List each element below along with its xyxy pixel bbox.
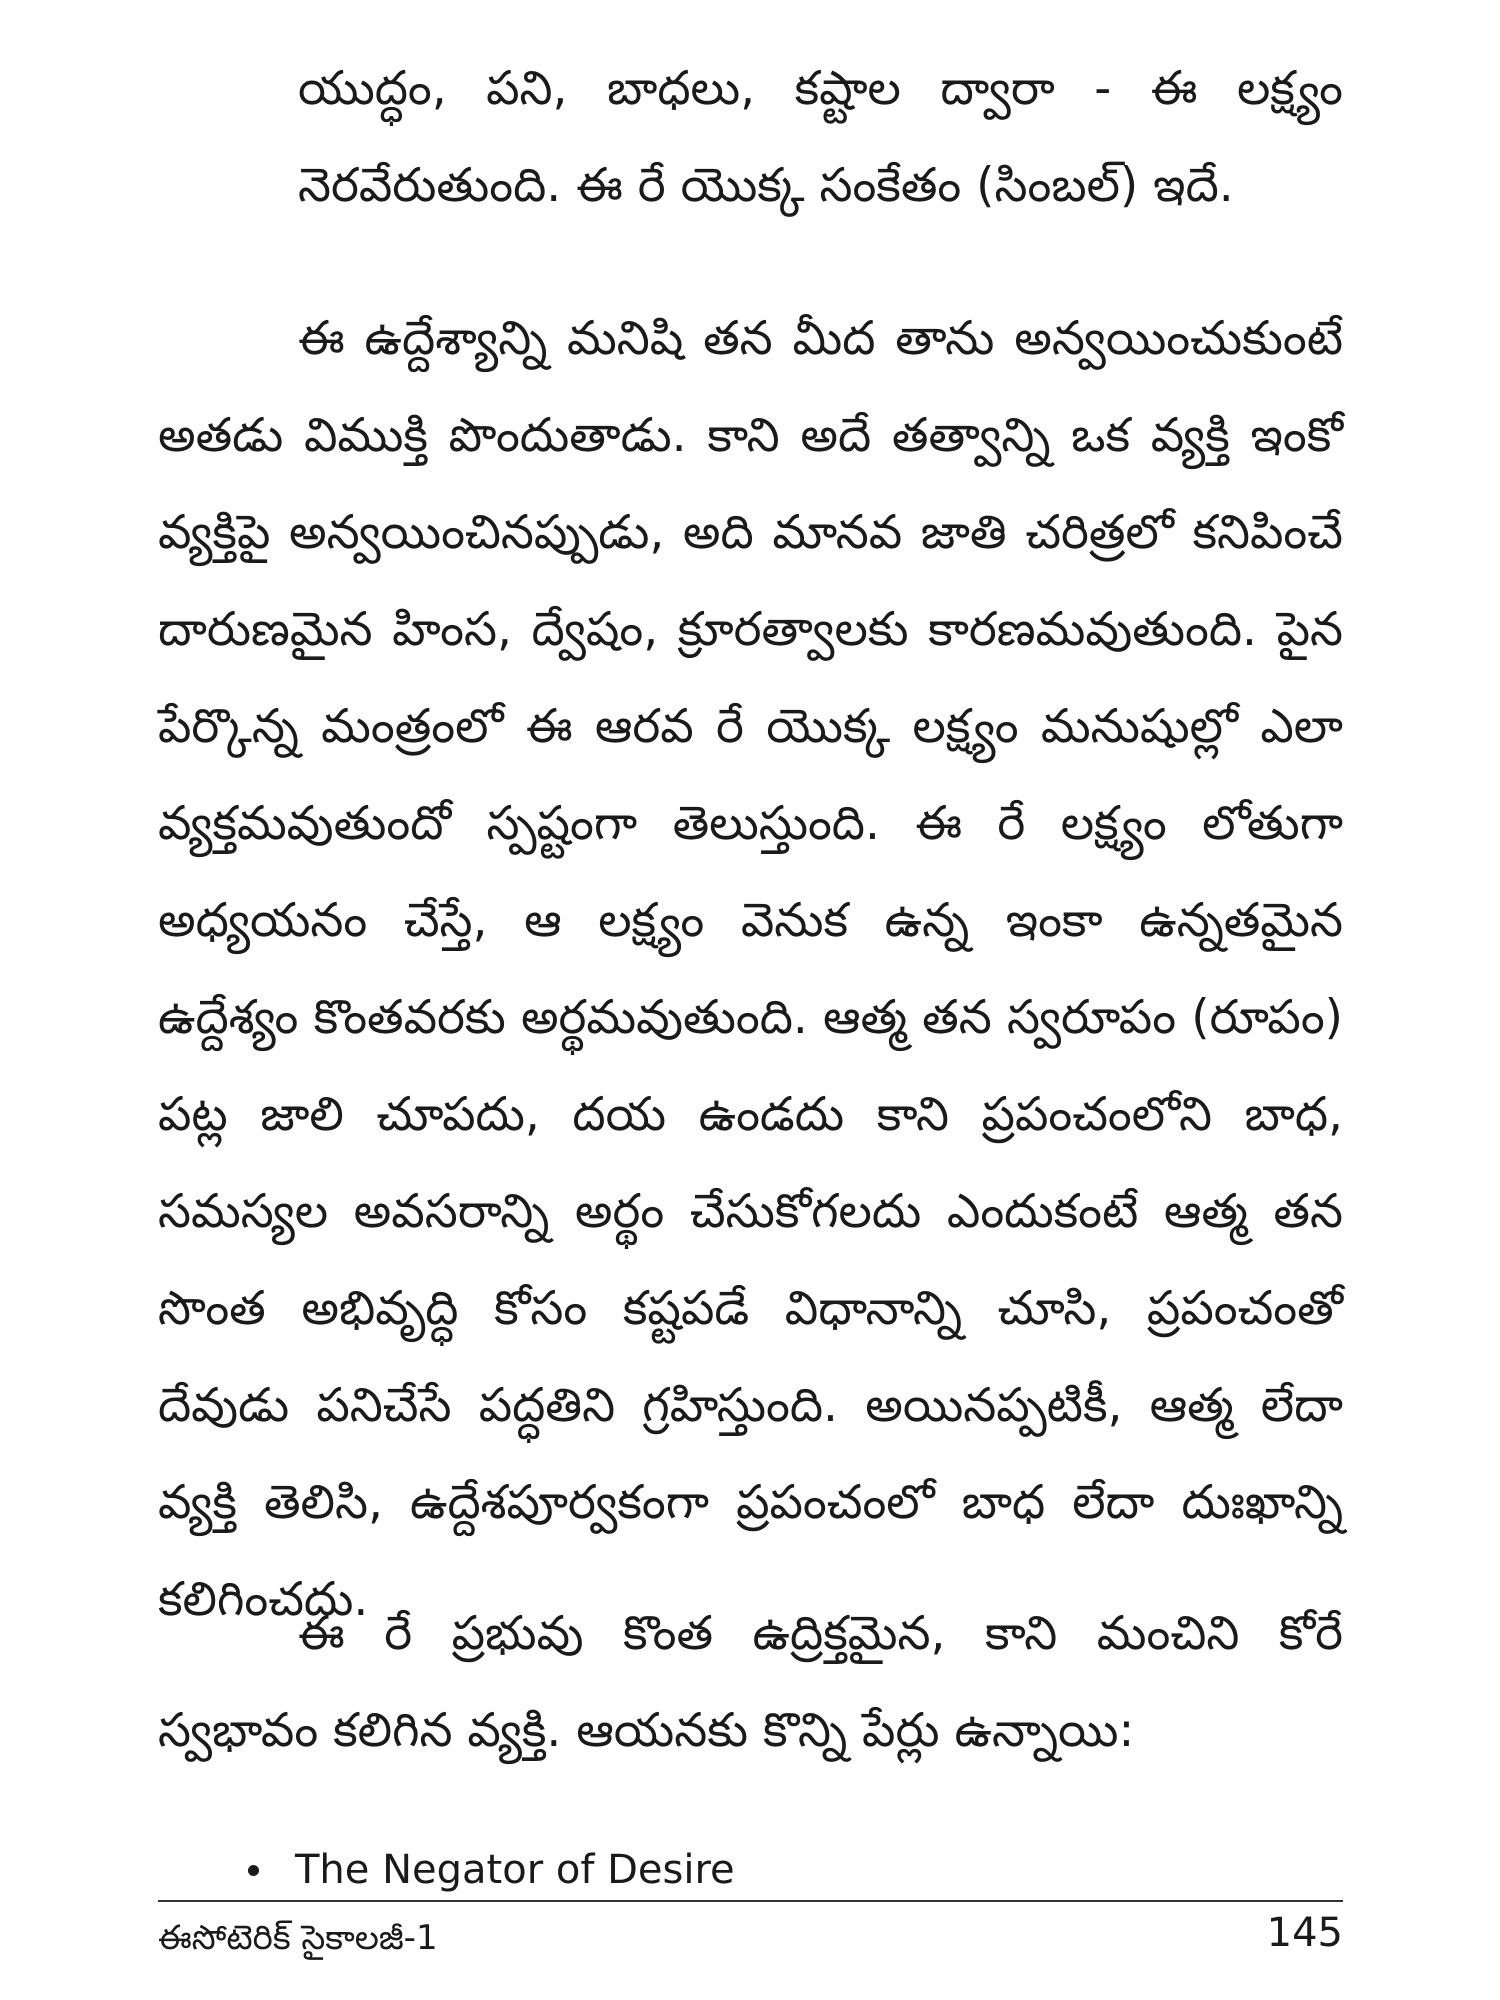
footer-book-title: ఈసోటెరిక్ సైకాలజీ-1 xyxy=(158,1918,438,1958)
list-item-label: The Negator of Desire xyxy=(295,1847,735,1893)
book-page xyxy=(158,40,1343,1980)
paragraph-main xyxy=(158,290,1343,1648)
page-number: 145 xyxy=(1266,1910,1343,1956)
paragraph-continued xyxy=(298,40,1343,234)
paragraph-ray-lord xyxy=(158,1585,1343,1779)
paragraph-text: ఈ ఉద్దేశ్యాన్ని మనిషి తన మీద తాను అన్వయించుకుంటే అతడు విముక్తి పొందుతాడు. కాని అదే తత్వాన్ని ఒక వ్యక్తి ఇంకో వ్యక్తిపై అన్వయించినప్పుడు, అది మానవ జాతి చరిత్రలో కనిపించే దారుణమైన హింస, ద్వేషం, క్రూరత్వాలకు కారణమవుతుంది. పైన పేర్కొన్న మంత్రంలో ఈ ఆరవ రే యొక్క లక్ష్యం మనుషుల్లో ఎలా వ్యక్తమవుతుందో స్పష్టంగా తెలుస్తుంది. ఈ రే లక్ష్యం లోతుగా అధ్యయనం చేస్తే, ఆ లక్ష్యం వెనుక ఉన్న ఇంకా ఉన్నతమైన ఉద్దేశ్యం కొంతవరకు అర్థమవుతుంది. ఆత్మ తన స్వరూపం (రూపం) పట్ల జాలి చూపదు, దయ ఉండదు కాని ప్రపంచంలోని బాధ, సమస్యల అవసరాన్ని అర్థం చేసుకోగలదు ఎందుకంటే ఆత్మ తన సొంత అభివృద్ధి కోసం కష్టపడే విధానాన్ని చూసి, ప్రపంచంతో దేవుడు పనిచేసే పద్ధతిని గ్రహిస్తుంది. అయినప్పటికీ, ఆత్మ లేదా వ్యక్తి తెలిసి, ఉద్దేశపూర్వకంగా ప్రపంచంలో బాధ లేదా దుఃఖాన్ని కలిగించదు. xyxy=(158,311,1343,1627)
bullet-icon xyxy=(248,1865,259,1876)
paragraph-text: యుద్ధం, పని, బాధలు, కష్టాల ద్వారా - ఈ లక్ష్యం నెరవేరుతుంది. ఈ రే యొక్క సంకేతం (సింబల్) ఇదే. xyxy=(298,61,1343,213)
footer-divider xyxy=(158,1900,1343,1902)
list-item xyxy=(248,1840,735,1900)
names-list xyxy=(248,1840,735,1900)
paragraph-text: ఈ రే ప్రభువు కొంత ఉద్రిక్తమైన, కాని మంచిని కోరే స్వభావం కలిగిన వ్యక్తి. ఆయనకు కొన్ని పేర్లు ఉన్నాయి: xyxy=(158,1606,1343,1758)
